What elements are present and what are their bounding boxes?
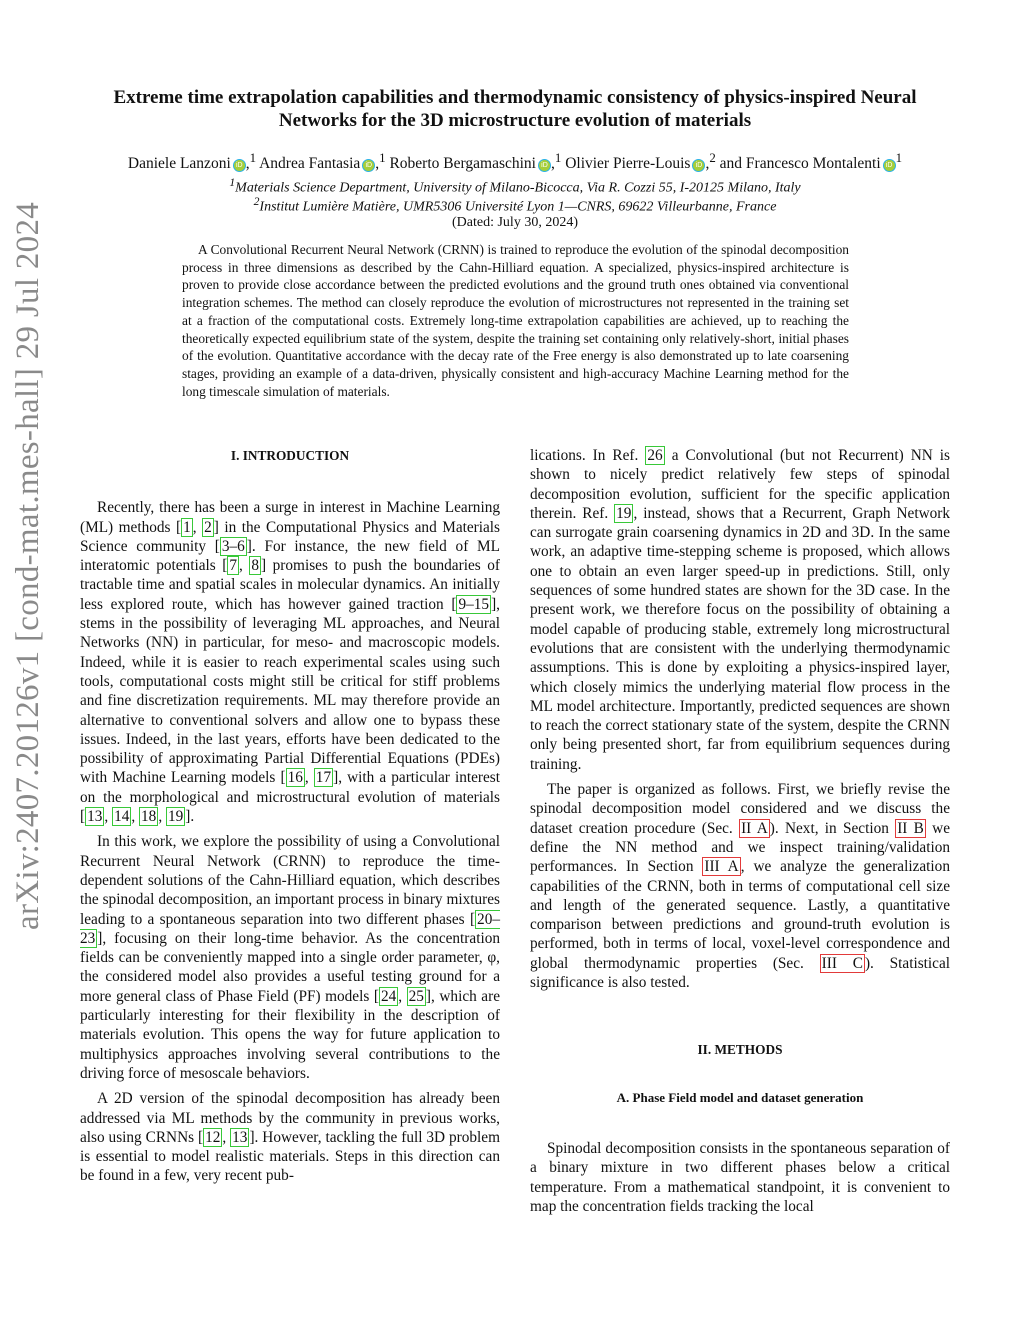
affiliation-marker: 1 [249, 150, 257, 165]
citation-link[interactable]: 2 [204, 518, 212, 536]
orcid-icon[interactable]: iD [538, 159, 551, 172]
citation-link[interactable]: 24 [380, 987, 397, 1005]
arxiv-identifier: arXiv:2407.20126v1 [cond-mat.mes-hall] 29 Jul 2024 [10, 201, 46, 930]
citation-link[interactable]: 19 [616, 504, 632, 522]
citation-link[interactable]: 19 [167, 808, 184, 826]
section-link[interactable]: II A [741, 819, 768, 837]
affiliation-marker: 1 [554, 150, 562, 165]
citation-link[interactable]: 12 [205, 1128, 221, 1146]
affiliation-1 [120, 176, 910, 197]
paper-title: Extreme time extrapolation capabilities and thermodynamic consistency of physics-inspired Neural Networks for the 3D microstructure evolution of materials [113, 87, 917, 131]
citation-link[interactable]: 26 [647, 447, 663, 464]
subsection-title-phase-field: A. Phase Field model and dataset generation [616, 1089, 864, 1105]
orcid-icon[interactable]: iD [362, 159, 375, 172]
author-name: Olivier Pierre-Louis [565, 155, 691, 173]
citation-link[interactable]: 8 [251, 557, 260, 575]
affiliation-number: 1 [229, 176, 236, 189]
section-title-methods: II. METHODS [697, 1042, 783, 1058]
citation-link[interactable]: 7 [229, 557, 237, 575]
paragraph: Spinodal decomposition consists in the spontaneous separation of a binary mixture in two different phases below a critical temperature. From a mathematical standpoint, it is convenient to map the concentration fields tracking the local [530, 1139, 950, 1215]
citation-link[interactable]: 13 [232, 1128, 248, 1146]
affiliation-number: 2 [253, 195, 260, 208]
citation-link[interactable]: 13 [87, 808, 103, 826]
orcid-icon[interactable]: iD [883, 159, 896, 172]
author-name: Francesco Montalenti [745, 155, 881, 173]
section-title-introduction: I. INTRODUCTION [230, 448, 350, 463]
date-line: (Dated: July 30, 2024) [452, 215, 578, 230]
right-column [530, 446, 950, 1222]
affiliation-text: Materials Science Department, University of Milano-Bicocca, Via R. Cozzi 55, I-20125 Milano, Italy [235, 180, 801, 196]
paragraph: In this work, we explore the possibility of using a Convolutional Recurrent Neural Network (CRNN) to reproduce the time-dependent solutions of the Cahn-Hilliard equation, which describes the spinodal decomposition, an important process in binary mixtures leading to a spontaneous separation into two different phases [ 20–23 ], focusing on their long-time behavior. As the concentration fields can be conveniently mapped into a single order parameter, φ, the considered model also provides a useful testing ground for a more general class of Phase Field (PF) models [ 24 , 25 ], which are particularly interesting for their flexibility in the description of materials evolution. This opens the way for future application to multiphysics approaches involving several contributions to the driving force of mesoscale behaviors. [80, 833, 500, 1082]
left-column [80, 446, 500, 1192]
author-name: Andrea Fantasia [259, 155, 361, 173]
affiliation-marker: 2 [709, 150, 716, 165]
paragraph: Recently, there has been a surge in interest in Machine Learning (ML) methods [ 1 , 2 ] in the Computational Physics and Materials Science community [ 3–6 ]. For instance, the new field of ML interatomic potentials [ 7 , 8 ] promises to push the boundaries of tractable time and spatial scales in molecular dynamics. An initially less explored route, which has however gained traction [ 9–15 ], stems in the possibility of leveraging ML approaches, and Neural Networks (NN) in particular, for meso- and macroscopic models. Indeed, while it is easier to reach experimental scales using such tools, computational costs might still be critical for stiff problems and fine discretization requirements. ML may therefore provide an alternative to conventional solvers and allow one to bypass these issues. Indeed, in the last years, efforts have been dedicated to the possibility of approximating Partial Differential Equations (PDEs) with Machine Learning models [ 16 , 17 ], with a particular interest on the morphological and microstructural evolution of materials [ 13 , 14 , 18 , 19 ]. [80, 499, 501, 826]
citation-link[interactable]: 18 [141, 808, 157, 826]
citation-link[interactable]: 14 [114, 808, 130, 826]
section-link[interactable]: II B [897, 819, 924, 837]
affiliation-marker: 1 [895, 150, 903, 165]
section-link[interactable]: III C [821, 954, 863, 972]
paragraph: The paper is organized as follows. First, we briefly revise the spinodal decomposition model considered and we discuss the dataset creation procedure (Sec. II A ). Next, in Section II B we define the NN method and we inspect training/validation performances. In Section III A , we analyze the generalization capabilities of the CRNN, both in terms of computational cell size and length of the generated sequence. Lastly, a quantitative comparison between predictions and ground-truth evolution is performed, both in terms of local, voxel-level correspondence and global thermodynamic properties (Sec. III C ). Statistical significance is also tested. [530, 781, 951, 992]
author-name: Daniele Lanzoni [127, 155, 231, 173]
paragraph: A 2D version of the spinodal decomposition has already been addressed via ML methods by the community in previous works, also using CRNNs [ 12 , 13 ]. However, tackling the full 3D problem is essential to model realistic materials. Steps in this direction can be found in a few, very recent pub- [80, 1090, 500, 1185]
citation-link[interactable]: 16 [287, 769, 303, 787]
citation-link[interactable]: 20–23 [80, 910, 500, 947]
section-link[interactable]: III A [704, 858, 739, 876]
citation-link[interactable]: 25 [408, 987, 424, 1005]
affiliation-text: Institut Lumière Matière, UMR5306 Université Lyon 1—CNRS, 69622 Villeurbanne, France [259, 199, 777, 215]
author-list: Daniele Lanzoni iD ,$^1$ Andrea Fantasia iD ,$^1$ Roberto Bergamaschini iD ,$^1$ Olivier Pierre-Louis iD ,$^2$ and Francesco Montalenti $iD^1$ [127, 150, 903, 173]
citation-link[interactable]: 1 [183, 518, 191, 536]
citation-link[interactable]: 17 [315, 769, 332, 787]
author-name: Roberto Bergamaschini [389, 155, 536, 173]
orcid-icon[interactable]: iD [233, 159, 246, 172]
citation-link[interactable]: 3–6 [221, 537, 245, 555]
affiliation-marker: 1 [379, 150, 386, 165]
citation-link[interactable]: 9–15 [458, 595, 490, 613]
orcid-icon[interactable]: iD [692, 159, 705, 172]
affiliation-2 [120, 195, 910, 216]
paragraph: lications. In Ref. 26 a Convolutional (but not Recurrent) NN is shown to nicely predict relatively few steps of spinodal decomposition evolution, sufficient for the specific application therein. Ref. 19 , instead, shows that a Recurrent, Graph Network can surrogate grain coarsening dynamics in 2D and 3D. In the same work, an adaptive time-stepping scheme is proposed, which allows one to obtain an even larger speed-up in predictions. Still, only sequences of some hundred states are shown for the 3D case. In the present work, we therefore focus on the possibility of obtaining a model capable of producing stable, extremely long microstructural evolutions that are consistent with the underlying thermodynamic assumptions. This is done by exploiting a physics-inspired layer, which closely mimics the underlying material flow process in the ML model architecture. Importantly, predicted sequences are shown to reach the correct stationary state of the system, despite the CRNN only being presented short, far from equilibrium sequences during training. [530, 447, 951, 773]
abstract: A Convolutional Recurrent Neural Network (CRNN) is trained to reproduce the evolution of the spinodal decomposition process in three dimensions as described by the Cahn-Hilliard equation. A specialized, physics-inspired architecture is proven to provide close accordance between the predicted evolutions and the ground truth ones obtained via conventional integration schemes. The method can closely reproduce the evolution of microstructures not represented in the training set at a fraction of the computational costs. Extremely long-time extrapolation capabilities are achieved, up to reaching the theoretically expected equilibrium state of the system, despite the training set containing only relatively-short, initial phases of the evolution. Quantitative accordance with the decay rate of the Free energy is also demonstrated up to late coarsening stages, providing an example of a data-driven, physically consistent and high-accuracy Machine Learning method for the long timescale simulation of materials. [182, 242, 849, 399]
